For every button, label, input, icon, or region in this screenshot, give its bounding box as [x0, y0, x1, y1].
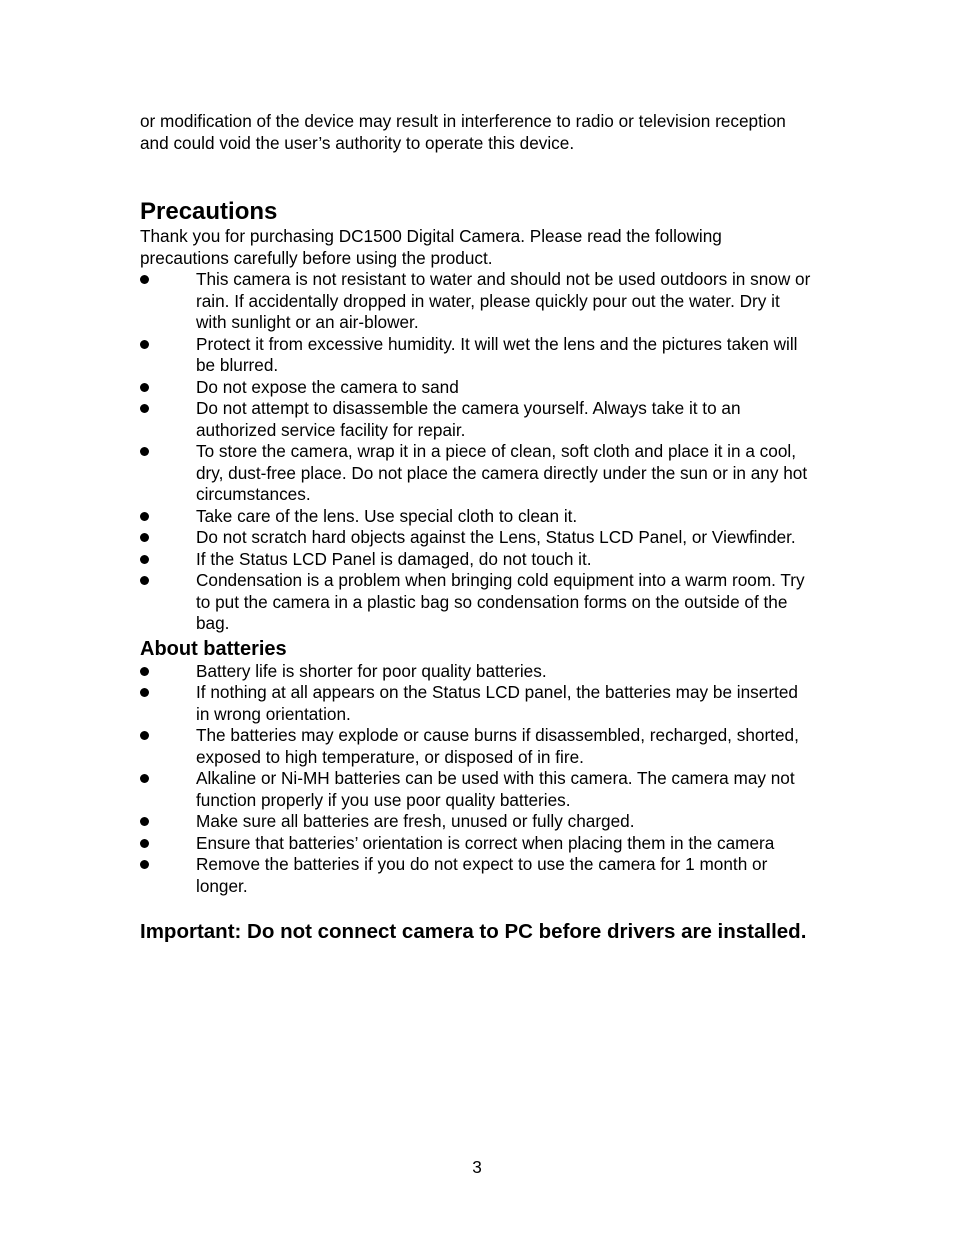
bullet-icon	[140, 533, 149, 542]
list-item	[140, 570, 812, 635]
bullet-icon	[140, 667, 149, 676]
list-item	[140, 725, 812, 768]
bullet-icon	[140, 731, 149, 740]
list-item	[140, 833, 812, 855]
bullet-icon	[140, 774, 149, 783]
list-item-text: Protect it from excessive humidity. It will wet the lens and the pictures taken will be blurred.	[196, 333, 798, 375]
bullet-icon	[140, 860, 149, 869]
bullet-icon	[140, 404, 149, 413]
bullet-icon	[140, 383, 149, 392]
list-item-text: Do not attempt to disassemble the camera yourself. Always take it to an authorized service facility for repair.	[196, 398, 741, 440]
list-item-text: The batteries may explode or cause burns if disassembled, recharged, shorted, exposed to high temperature, or disposed of in fire.	[196, 725, 799, 767]
bullet-icon	[140, 340, 149, 349]
important-note: Important: Do not connect camera to PC before drivers are installed.	[140, 920, 807, 943]
bullet-icon	[140, 447, 149, 456]
list-item-text: Battery life is shorter for poor quality batteries.	[196, 660, 547, 681]
list-item-text: Alkaline or Ni-MH batteries can be used with this camera. The camera may not function properly if you use poor quality batteries.	[196, 768, 795, 810]
list-item-text: Condensation is a problem when bringing cold equipment into a warm room. Try to put the camera in a plastic bag so condensation forms on the outside of the bag.	[196, 570, 805, 633]
bullet-icon	[140, 817, 149, 826]
list-item-text: To store the camera, wrap it in a piece of clean, soft cloth and place it in a cool, dry, dust-free place. Do not place the camera directly under the sun or in any hot circumstances.	[196, 441, 808, 504]
document-page	[140, 111, 812, 944]
list-item-text: Do not scratch hard objects against the Lens, Status LCD Panel, or Viewfinder.	[196, 527, 796, 547]
precautions-heading: Precautions	[140, 198, 278, 225]
bullet-icon	[140, 512, 149, 521]
list-item	[140, 768, 812, 811]
bullet-icon	[140, 555, 149, 564]
batteries-heading: About batteries	[140, 637, 287, 660]
list-item	[140, 377, 812, 399]
list-item	[140, 334, 812, 377]
list-item	[140, 506, 812, 528]
list-item-text: Take care of the lens. Use special cloth to clean it.	[196, 505, 578, 526]
list-item	[140, 527, 812, 549]
list-item-text: If the Status LCD Panel is damaged, do not touch it.	[196, 548, 592, 569]
intro-paragraph: or modification of the device may result in interference to radio or television reception and could void the user’s authority to operate this device.	[140, 111, 786, 153]
list-item	[140, 854, 812, 897]
list-item-text: Do not expose the camera to sand	[196, 376, 459, 397]
list-item	[140, 269, 812, 334]
list-item	[140, 549, 812, 571]
list-item	[140, 682, 812, 725]
list-item	[140, 811, 812, 833]
batteries-list	[140, 661, 812, 898]
bullet-icon	[140, 839, 149, 848]
page-number: 3	[472, 1157, 482, 1177]
list-item-text: If nothing at all appears on the Status LCD panel, the batteries may be inserted in wrong orientation.	[196, 682, 798, 724]
bullet-icon	[140, 275, 149, 284]
precautions-lead: Thank you for purchasing DC1500 Digital Camera. Please read the following precautions carefully before using the product.	[140, 226, 722, 268]
precautions-list	[140, 269, 812, 635]
list-item	[140, 661, 812, 683]
list-item	[140, 398, 812, 441]
list-item-text: Ensure that batteries’ orientation is correct when placing them in the camera	[196, 832, 775, 853]
bullet-icon	[140, 688, 149, 697]
list-item-text: This camera is not resistant to water and should not be used outdoors in snow or rain. If accidentally dropped in water, please quickly pour out the water. Dry it with sunlight or an air-blower.	[196, 269, 811, 332]
list-item-text: Make sure all batteries are fresh, unused or fully charged.	[196, 811, 635, 831]
list-item	[140, 441, 812, 506]
bullet-icon	[140, 576, 149, 585]
list-item-text: Remove the batteries if you do not expect to use the camera for 1 month or longer.	[196, 854, 768, 896]
